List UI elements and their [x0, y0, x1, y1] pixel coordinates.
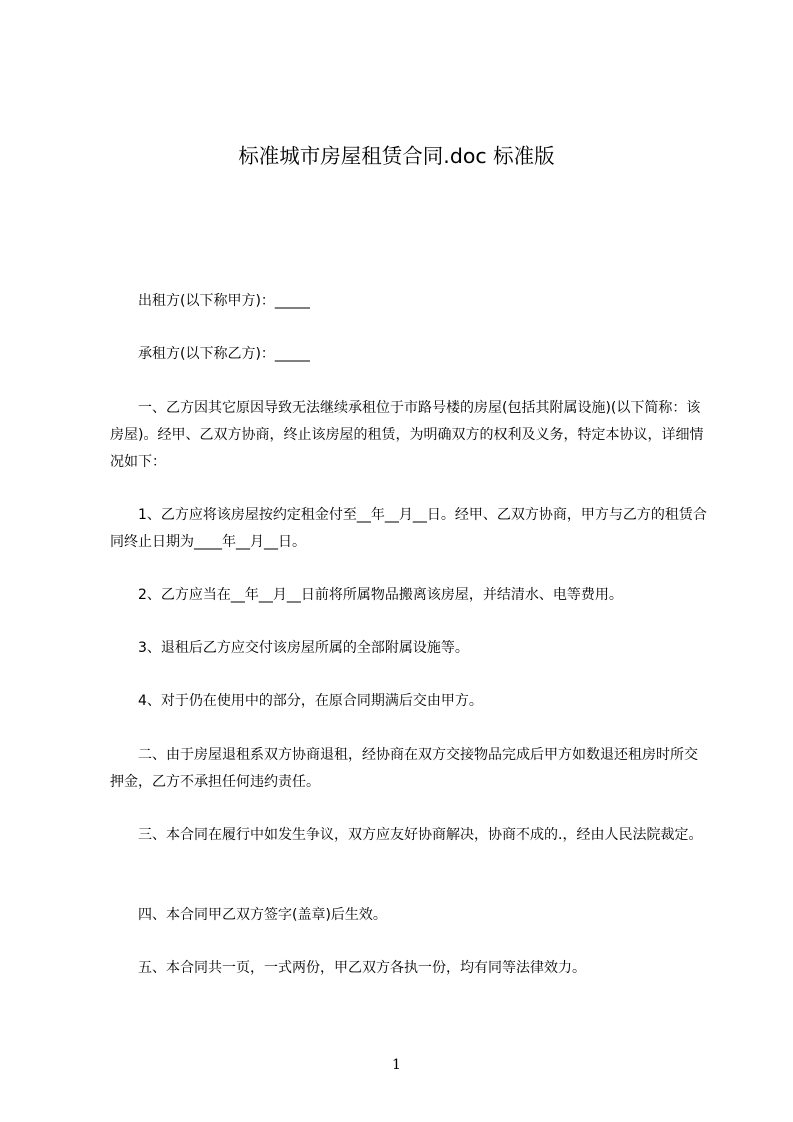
- page-number: 1: [392, 1057, 401, 1073]
- paragraph-clause-2: 二、由于房屋退租系双方协商退租，经协商在双方交接物品完成后甲方如数退还租房时所交押金，乙方不承担任何违约责任。: [110, 747, 698, 790]
- paragraph-item-3: 3、退租后乙方应交付该房屋所属的全部附属设施等。: [110, 640, 469, 656]
- paragraph-item-4: 4、对于仍在使用中的部分，在原合同期满后交由甲方。: [110, 693, 483, 709]
- paragraph-item-2: 2、乙方应当在__年__月__日前将所属物品搬离该房屋，并结清水、电等费用。: [110, 587, 623, 603]
- paragraph-lessee: 承租方(以下称乙方)：_____: [110, 346, 310, 362]
- paragraph-clause-1: 一、乙方因其它原因导致无法继续承租位于市路号楼的房屋(包括其附属设施)(以下简称：该房屋)。经甲、乙双方协商，终止该房屋的租赁，为明确双方的权利及义务，特定本协议，详细情况如下：: [110, 400, 704, 470]
- paragraph-item-1: 1、乙方应将该房屋按约定租金付至__年__月__日。经甲、乙双方协商，甲方与乙方的租赁合同终止日期为____年__月__日。: [110, 507, 707, 550]
- paragraph-clause-5: 五、本合同共一页，一式两份，甲乙双方各执一份，均有同等法律效力。: [110, 960, 586, 976]
- paragraph-clause-3: 三、本合同在履行中如发生争议，双方应友好协商解决，协商不成的.，经由人民法院裁定。: [110, 827, 703, 843]
- paragraph-lessor: 出租方(以下称甲方)：_____: [110, 293, 310, 309]
- document-title: 标准城市房屋租赁合同.doc 标准版: [238, 144, 555, 168]
- paragraph-clause-4: 四、本合同甲乙双方签字(盖章)后生效。: [110, 907, 387, 923]
